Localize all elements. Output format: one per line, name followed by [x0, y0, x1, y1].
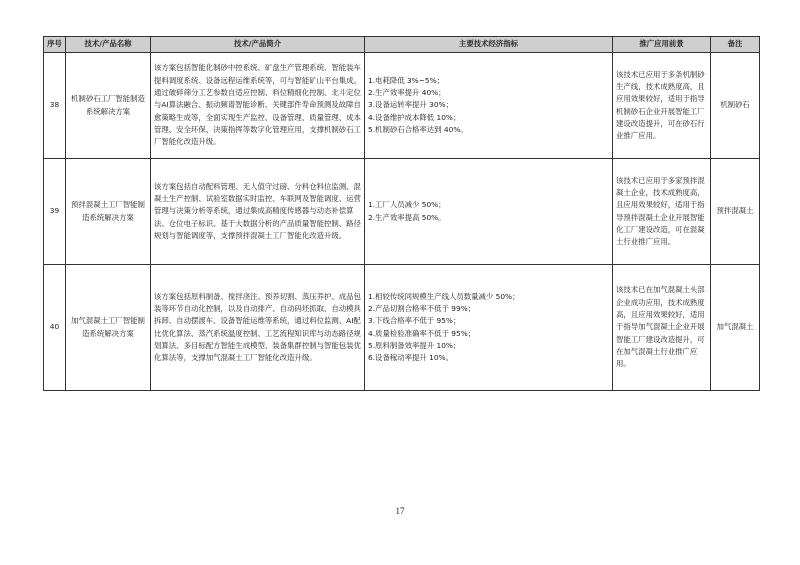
metric-item: 2.生产效率提高 50%。	[368, 212, 446, 222]
header-intro: 技术/产品简介	[151, 37, 365, 53]
cell-name: 预拌混凝土工厂智能制造系统解决方案	[66, 159, 151, 265]
table-row	[44, 265, 760, 391]
metric-item: 2.产品切割合格率不低于 99%；	[368, 303, 476, 313]
metric-item: 1.工厂人员减少 50%；	[368, 200, 446, 210]
cell-name: 加气混凝土工厂智能制造系统解决方案	[66, 265, 151, 391]
cell-metrics	[365, 159, 613, 265]
cell-intro: 该方案包括自动配料管理、无人值守过磅、分料仓料位监测、混凝土生产控制、试验室数据实时监控、车联网及智能调度、运营管理与决策分析等系统，通过集成高精度传感器与动态补偿算法、仓位电子标识、基于大数据分析的产品质量智能控制、路径规划与智能调度等，支撑预拌混凝土工厂智能化改造升级。	[151, 159, 365, 265]
cell-no: 40	[44, 265, 66, 391]
cell-no: 39	[44, 159, 66, 265]
header-remark: 备注	[711, 37, 760, 53]
cell-prospect: 该技术已在加气混凝土头部企业成功应用，技术成熟度高，且应用效果较好，适用于指导加气混凝土企业开展智能工厂建设改造提升，可在加气混凝土行业推广应用。	[613, 265, 711, 391]
metric-item: 3.设备运转率提升 30%；	[368, 100, 453, 110]
cell-intro: 该方案包括原料制备、搅拌浇注、预养切割、蒸压养护、成品包装等环节自动化控制，以及自动排产、自动码坯抓取、自动模具拆卸、自动摆渡车、设备智能运维等系统，通过料位监测、AI配比优化算法、蒸汽系统温度控制、工艺流程知识库与动态路径规划算法、多目标配方智能生成模型、装备集群控制与智能包装优化算法等，支撑加气混凝土工厂智能化改造升级。	[151, 265, 365, 391]
metric-item: 4.质量检验准确率不低于 95%；	[368, 328, 476, 338]
cell-remark: 加气混凝土	[711, 265, 760, 391]
cell-remark: 预拌混凝土	[711, 159, 760, 265]
metric-item: 4.设备维护成本降低 10%；	[368, 112, 461, 122]
cell-metrics	[365, 53, 613, 159]
cell-intro: 该方案包括智能化制砂中控系统、矿盘生产管理系统、智能装车提料调度系统、设备远程运维系统等，可与智能矿山平台集成。通过破碎筛分工艺参数自适应控制、料位精细化控制、北斗定位与AI算法融合、振动频谱智能诊断、关键部件寿命预测及故障自愈策略生成等，全面实现生产监控、设备管理、质量管理、成本管理、安全环保、决策指挥等数字化管理应用，支撑机制砂石工厂智能化改造升级。	[151, 53, 365, 159]
cell-name: 机制砂石工厂智能制造系统解决方案	[66, 53, 151, 159]
cell-remark: 机制砂石	[711, 53, 760, 159]
header-metrics: 主要技术经济指标	[365, 37, 613, 53]
technology-table	[43, 36, 760, 391]
cell-prospect: 该技术已应用于多家预拌混凝土企业，技术成熟度高，且应用效果较好，适用于指导预拌混凝土企业开展智能化工厂建设改造，可在混凝土行业推广应用。	[613, 159, 711, 265]
metric-item: 2.生产效率提升 40%；	[368, 88, 446, 98]
table-header-row	[44, 37, 760, 53]
header-no: 序号	[44, 37, 66, 53]
metric-item: 6.设备稼动率提升 10%。	[368, 353, 453, 363]
page-number: 17	[395, 506, 405, 516]
cell-prospect: 该技术已应用于多条机制砂生产线，技术成熟度高，且应用效果较好，适用于指导机制砂石企业开展智能工厂建设改造提升，可在砂石行业推广应用。	[613, 53, 711, 159]
metric-item: 5.原料制备效率提升 10%；	[368, 340, 461, 350]
table-row	[44, 53, 760, 159]
header-prospect: 推广应用前景	[613, 37, 711, 53]
metric-item: 1.电耗降低 3%~5%；	[368, 75, 444, 85]
cell-no: 38	[44, 53, 66, 159]
metric-item: 5.机制砂石合格率达到 40%。	[368, 124, 468, 134]
cell-metrics	[365, 265, 613, 391]
table-row	[44, 159, 760, 265]
metric-item: 3.下线合格率不低于 95%；	[368, 316, 461, 326]
header-name: 技术/产品名称	[66, 37, 151, 53]
metric-item: 1.相较传统同规模生产线人员数量减少 50%；	[368, 291, 520, 301]
